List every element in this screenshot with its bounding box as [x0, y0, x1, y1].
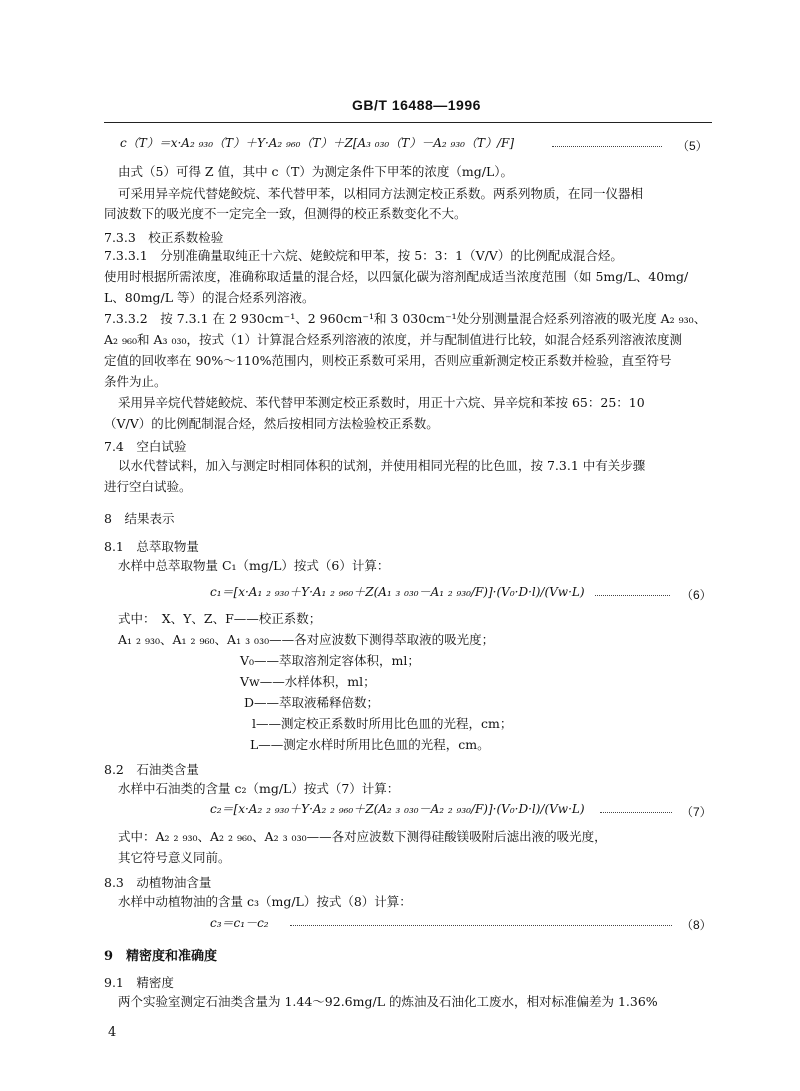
text-line: 式中：A₂ ₂ ₉₃₀、A₂ ₂ ₉₆₀、A₂ ₃ ₀₃₀——各对应波数下测得硅酸镁吸附后滤出液的吸光度， [118, 829, 607, 844]
text-line: 可采用异辛烷代替姥鲛烷、苯代替甲苯，以相同方法测定校正系数。两系列物质，在同一仪器相 [118, 186, 644, 201]
text-line: 7.3.3.1 分别准确量取纯正十六烷、姥鲛烷和甲苯，按 5：3：1（V/V）的比例配成混合烃。 [104, 248, 623, 263]
equation-6-number: （6） [681, 588, 712, 602]
text-line: A₂ ₉₆₀和 A₃ ₀₃₀，按式（1）计算混合烃系列溶液的浓度，并与配制值进行比较，如混合烃系列溶液浓度测 [104, 332, 683, 347]
text-line: D——萃取液稀释倍数； [244, 695, 380, 710]
text-line: l——测定校正系数时所用比色皿的光程，cm； [252, 716, 513, 731]
text-line: （V/V）的比例配制混合烃，然后按相同方法检验校正系数。 [104, 416, 439, 431]
text-line: 采用异辛烷代替姥鲛烷、苯代替甲苯测定校正系数时，用正十六烷、异辛烷和苯按 65：25：10 [118, 395, 645, 410]
text-line: 7.3.3.2 按 7.3.1 在 2 930cm⁻¹、2 960cm⁻¹和 3 030cm⁻¹处分别测量混合烃系列溶液的吸光度 A₂ ₉₃₀、 [104, 311, 707, 326]
section-heading: 8.2 石油类含量 [104, 762, 199, 777]
section-heading: 8.1 总萃取物量 [104, 539, 199, 554]
chapter-heading: 8 结果表示 [104, 511, 175, 526]
text-line: 水样中总萃取物量 C₁（mg/L）按式（6）计算： [118, 558, 390, 573]
text-line: 两个实验室测定石油类含量为 1.44～92.6mg/L 的炼油及石油化工废水，相对标准偏差为 1.36% [118, 994, 658, 1009]
leader-dots [595, 595, 670, 596]
equation-7-number: （7） [681, 805, 712, 819]
text-line: 条件为止。 [104, 374, 167, 389]
text-line: 水样中石油类的含量 c₂（mg/L）按式（7）计算： [118, 781, 400, 796]
equation-8-number: （8） [681, 918, 712, 932]
leader-dots [552, 146, 662, 147]
text-line: 使用时根据所需浓度，准确称取适量的混合烃，以四氯化碳为溶剂配成适当浓度范围（如 5mg/L、40mg/ [104, 269, 689, 284]
text-line: V₀——萃取溶剂定容体积，ml； [240, 653, 420, 668]
chapter-heading: 9 精密度和准确度 [104, 949, 218, 964]
text-line: L、80mg/L 等）的混合烃系列溶液。 [104, 290, 315, 305]
header-standard-number: GB/T 16488—1996 [352, 97, 481, 113]
equation-7: c₂＝[x·A₂ ₂ ₉₃₀＋Y·A₂ ₂ ₉₆₀＋Z(A₂ ₃ ₀₃₀－A₂ ₂ ₉₃₀/F)]·(V₀·D·l)/(Vw·L) [210, 802, 585, 816]
text-line: L——测定水样时所用比色皿的光程，cm。 [250, 737, 490, 752]
header-rule [104, 122, 712, 123]
text-line: 水样中动植物油的含量 c₃（mg/L）按式（8）计算： [118, 894, 412, 909]
text-line: Vw——水样体积，ml； [240, 674, 376, 689]
text-line: 以水代替试料，加入与测定时相同体积的试剂，并使用相同光程的比色皿，按 7.3.1 中有关步骤 [118, 458, 646, 473]
text-line: A₁ ₂ ₉₃₀、A₁ ₂ ₉₆₀、A₁ ₃ ₀₃₀——各对应波数下测得萃取液的吸光度； [118, 632, 495, 647]
text-line: 定值的回收率在 90%～110%范围内，则校正系数可采用，否则应重新测定校正系数并检验，直至符号 [104, 353, 672, 368]
text-line: 其它符号意义同前。 [118, 850, 231, 865]
text-line: 式中： X、Y、Z、F——校正系数； [118, 611, 322, 626]
section-heading: 8.3 动植物油含量 [104, 875, 212, 890]
leader-dots [600, 812, 672, 813]
section-heading: 9.1 精密度 [104, 975, 174, 990]
section-heading: 7.3.3 校正系数检验 [104, 230, 224, 245]
text-line: 进行空白试验。 [104, 479, 192, 494]
page-number: 4 [108, 1025, 117, 1040]
leader-dots [290, 925, 672, 926]
section-heading: 7.4 空白试验 [104, 439, 187, 454]
text-line: 由式（5）可得 Z 值，其中 c（T）为测定条件下甲苯的浓度（mg/L）。 [118, 164, 514, 179]
text-line: 同波数下的吸光度不一定完全一致，但测得的校正系数变化不大。 [104, 206, 467, 221]
equation-5: c（T）＝x·A₂ ₉₃₀（T）＋Y·A₂ ₉₆₀（T）＋Z[A₃ ₀₃₀（T）－A₂ ₉₃₀（T）/F] [120, 136, 515, 150]
equation-6: c₁＝[x·A₁ ₂ ₉₃₀＋Y·A₁ ₂ ₉₆₀＋Z(A₁ ₃ ₀₃₀－A₁ ₂ ₉₃₀/F)]·(V₀·D·l)/(Vw·L) [210, 585, 585, 599]
equation-8: c₃＝c₁－c₂ [210, 916, 269, 930]
equation-5-number: （5） [677, 139, 708, 153]
